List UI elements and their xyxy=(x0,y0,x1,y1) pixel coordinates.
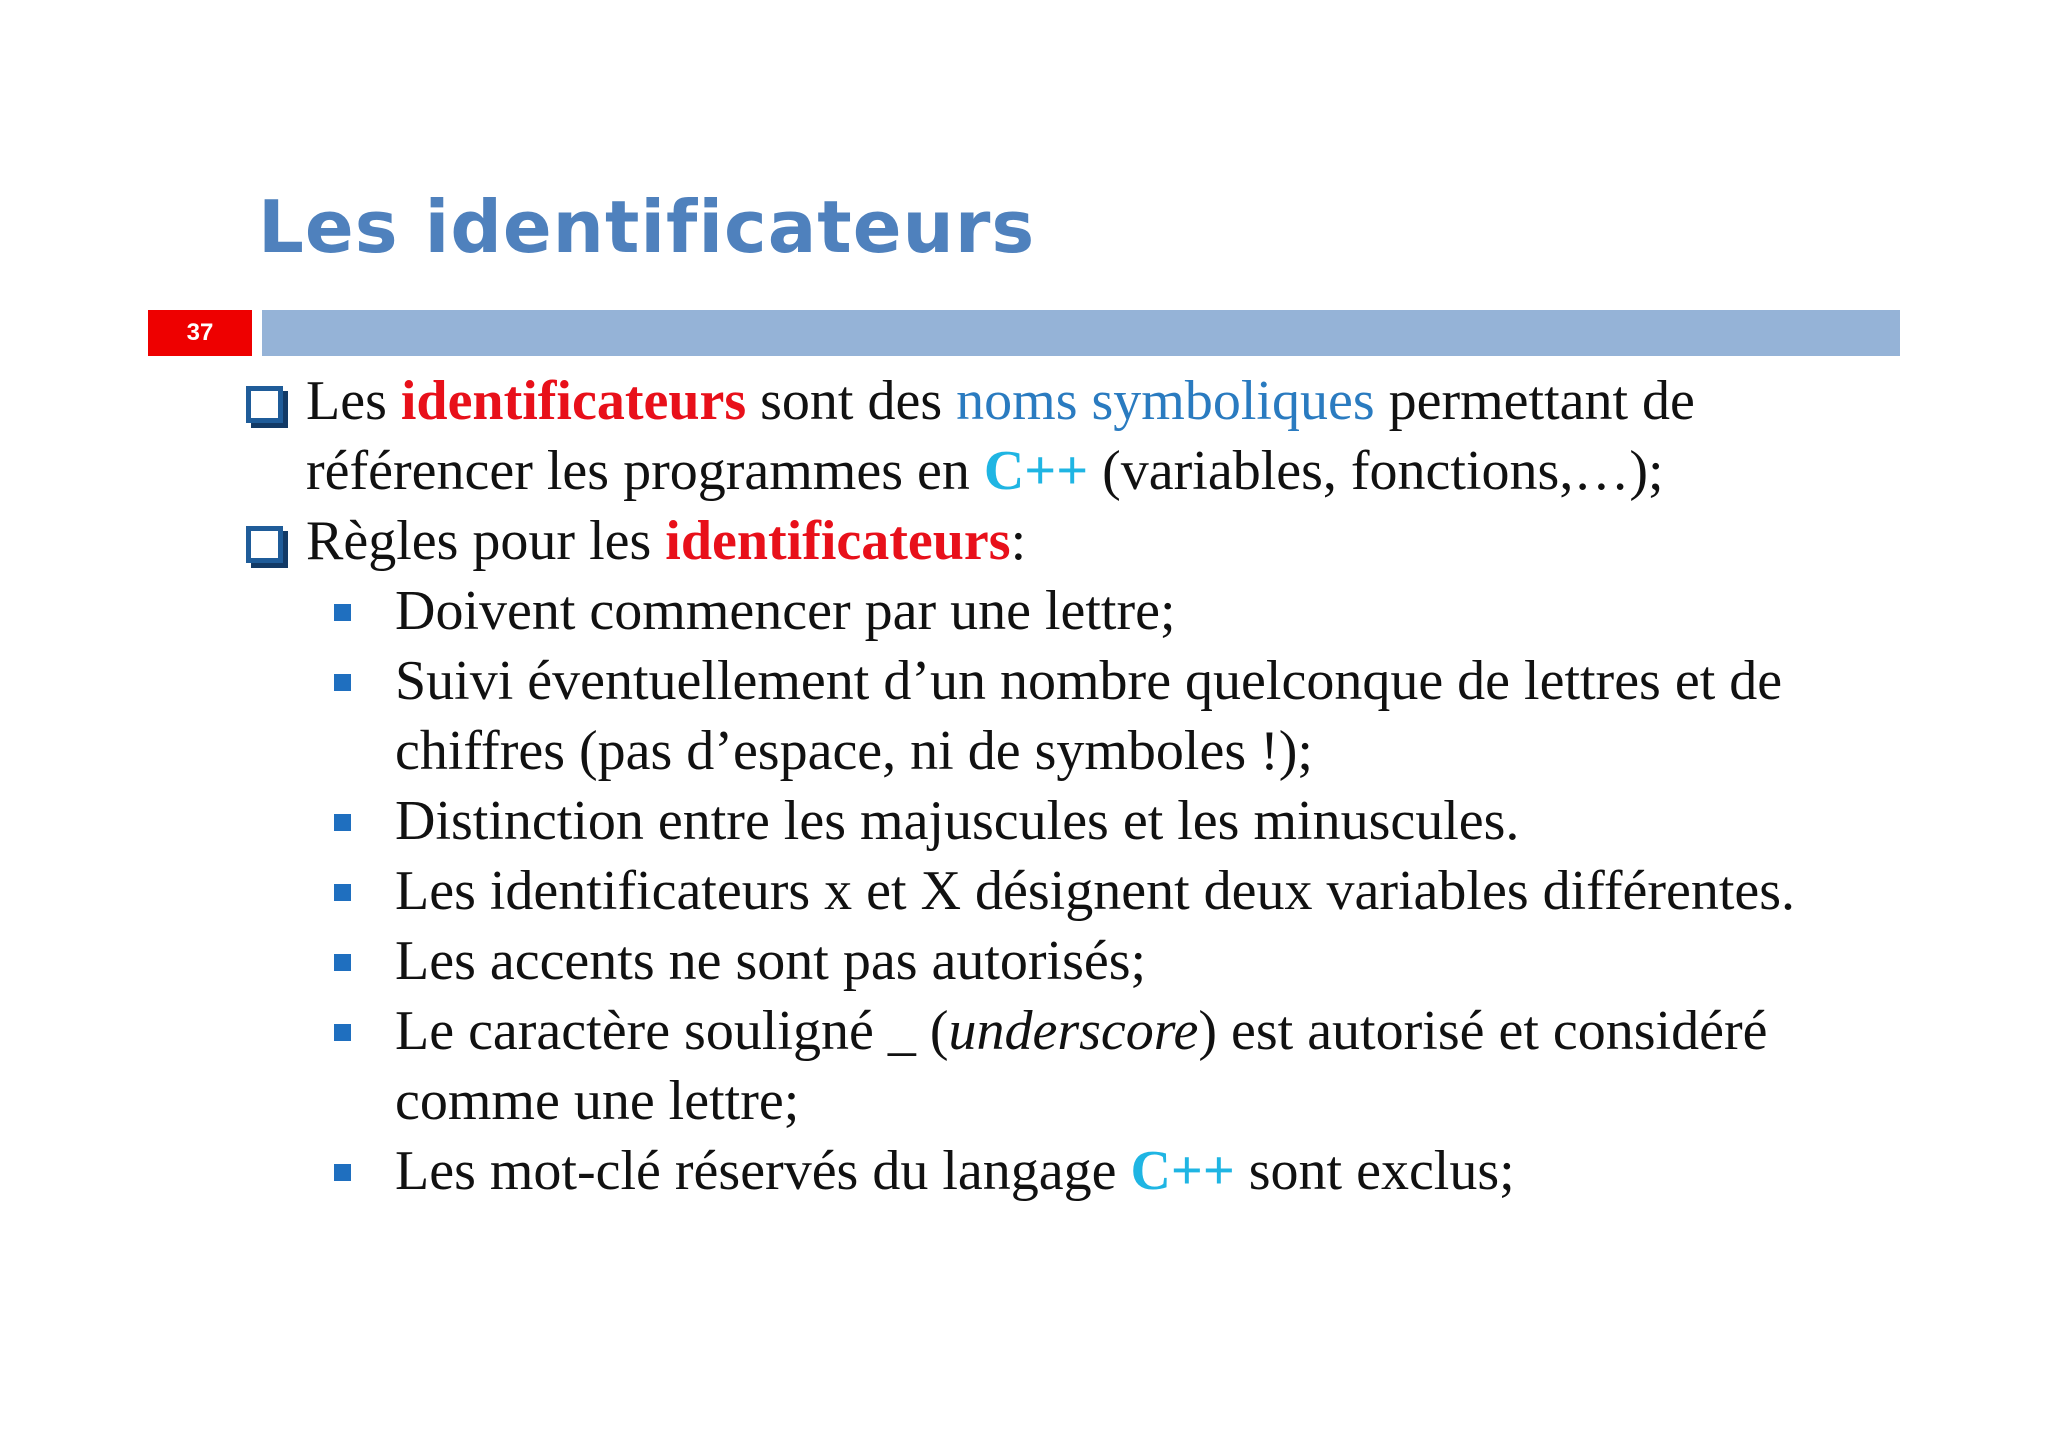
rule-text: Distinction entre les majuscules et les minuscules. xyxy=(395,790,1520,852)
slide-content xyxy=(244,366,1884,1206)
square-bullet-icon xyxy=(334,1024,351,1041)
checkbox-icon xyxy=(246,526,283,563)
keyword-cpp: C++ xyxy=(983,440,1089,502)
page-number-badge: 37 xyxy=(148,310,252,356)
keyword-identificateurs: identificateurs xyxy=(400,370,747,432)
keyword-underscore: underscore xyxy=(948,1000,1199,1062)
square-bullet-icon xyxy=(334,814,351,831)
keyword-cpp: C++ xyxy=(1130,1140,1235,1202)
rule-text: Le caractère souligné _ (underscore) est autorisé et considéré comme une lettre; xyxy=(395,1000,1768,1132)
rule-item xyxy=(244,926,1884,996)
square-bullet-icon xyxy=(334,954,351,971)
rule-item xyxy=(244,856,1884,926)
checkbox-icon xyxy=(246,386,283,423)
slide-title: Les identificateurs xyxy=(258,185,1036,269)
rule-item xyxy=(244,646,1884,786)
rule-text: Les identificateurs x et X désignent deux variables différentes. xyxy=(395,860,1796,922)
keyword-identificateurs: identificateurs xyxy=(665,510,1011,572)
rule-text: Doivent commencer par une lettre; xyxy=(395,580,1176,642)
rule-item xyxy=(244,1136,1884,1206)
square-bullet-icon xyxy=(334,1164,351,1181)
rule-item xyxy=(244,786,1884,856)
square-bullet-icon xyxy=(334,604,351,621)
square-bullet-icon xyxy=(334,884,351,901)
rule-item xyxy=(244,576,1884,646)
square-bullet-icon xyxy=(334,674,351,691)
rule-item xyxy=(244,996,1884,1136)
rule-text: Les mot-clé réservés du langage C++ sont exclus; xyxy=(395,1140,1515,1202)
bullet-rules xyxy=(244,506,1884,576)
rule-text: Les accents ne sont pas autorisés; xyxy=(395,930,1147,992)
rule-text: Suivi éventuellement d’un nombre quelconque de lettres et de chiffres (pas d’espace, ni de symboles !); xyxy=(395,650,1783,782)
bullet-text: Les identificateurs sont des noms symboliques permettant de référencer les programmes en C++ (variables, fonctions,…); xyxy=(306,370,1695,502)
keyword-noms-symboliques: noms symboliques xyxy=(956,370,1375,432)
header-bar xyxy=(262,310,1900,356)
bullet-text: Règles pour les identificateurs: xyxy=(306,510,1027,572)
bullet-definition xyxy=(244,366,1884,506)
